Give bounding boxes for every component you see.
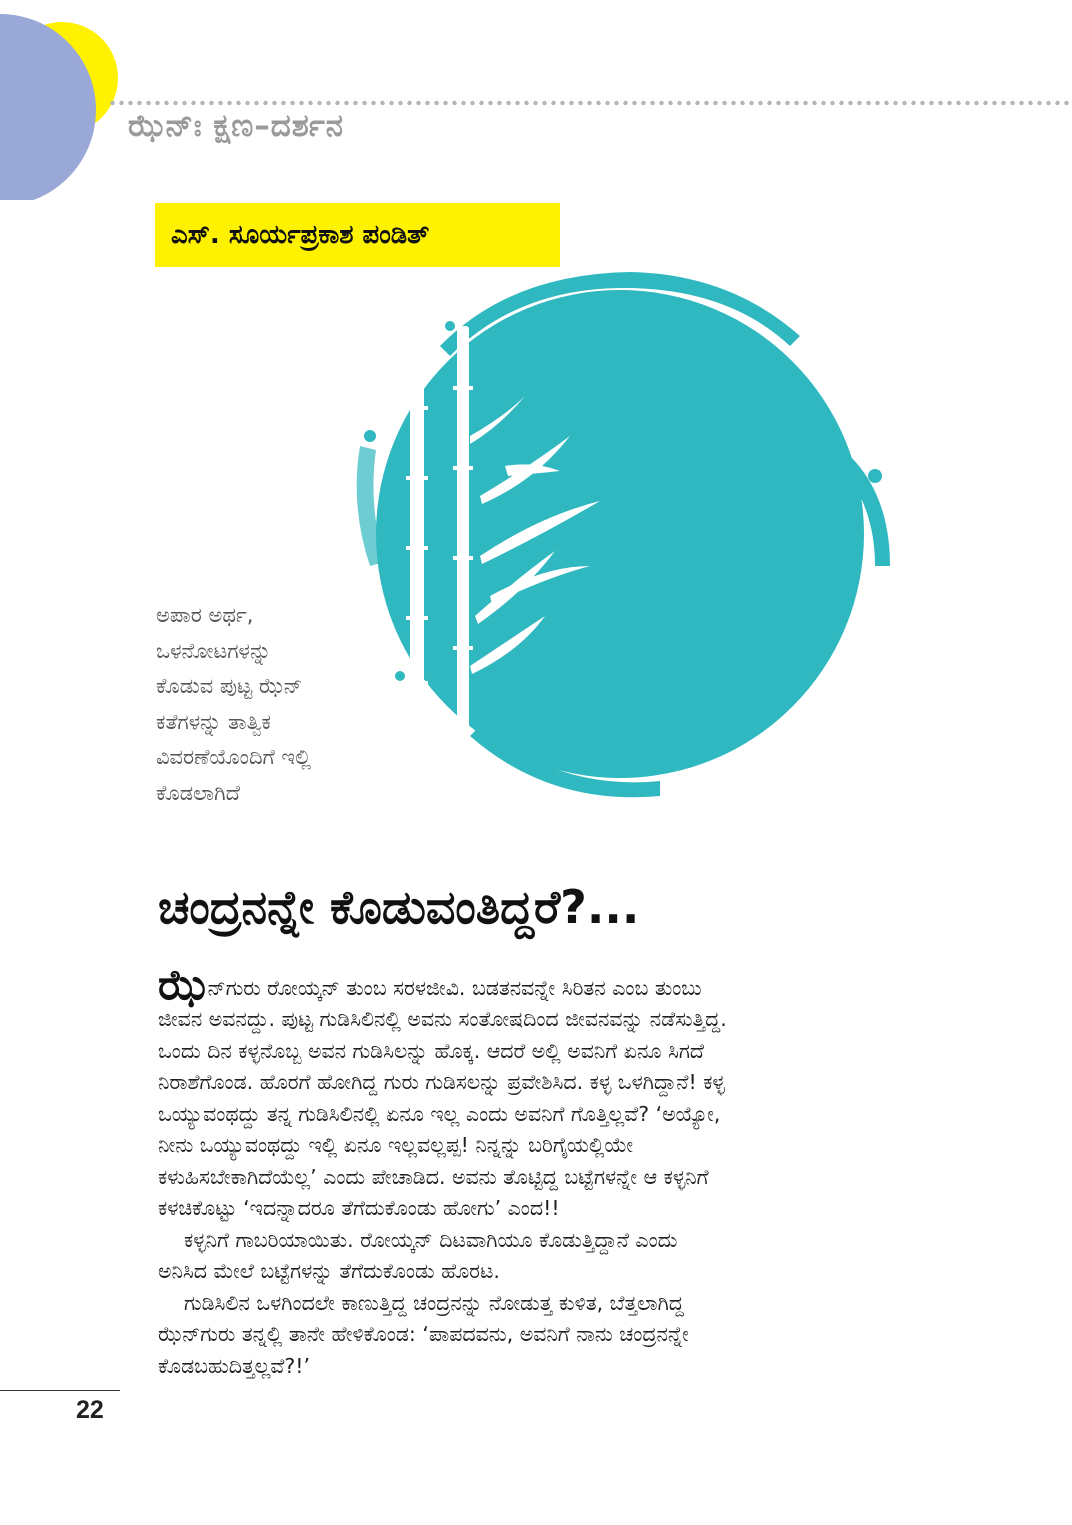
page-number: 22 bbox=[76, 1396, 104, 1424]
body-line: ಕಳ್ಳನಿಗೆ ಗಾಬರಿಯಾಯಿತು. ರೋಯ್ಕನ್ ದಿಟವಾಗಿಯೂ ಕೊಡುತ್ತಿದ್ದಾನೆ ಎಂದು bbox=[184, 1227, 678, 1252]
body-line: ಜೀವನ ಅವನದ್ದು. ಪುಟ್ಟ ಗುಡಿಸಿಲಿನಲ್ಲಿ ಅವನು ಸಂತೋಷದಿಂದ ಜೀವನವನ್ನು ನಡೆಸುತ್ತಿದ್ದ. bbox=[158, 1007, 727, 1031]
intro-line: ಕೊಡುವ ಪುಟ್ಟ ಝೆನ್ bbox=[156, 674, 303, 698]
section-title: ಝೆನ್‌ಃ ಕ್ಷಣ–ದರ್ಶನ bbox=[128, 108, 345, 144]
body-line: ಝೆನ್‌ಗುರು ತನ್ನಲ್ಲಿ ತಾನೇ ಹೇಳಿಕೊಂಡ: ‘ಪಾಪದವನು, ಅವನಿಗೆ ನಾನು ಚಂದ್ರನನ್ನೇ bbox=[158, 1322, 689, 1346]
ink-circle bbox=[357, 272, 890, 797]
bamboo-moon-illustration bbox=[330, 266, 895, 801]
author-badge bbox=[155, 203, 560, 267]
intro-line: ವಿವರಣೆಯೊಂದಿಗೆ ಇಲ್ಲಿ bbox=[156, 745, 311, 769]
first-line-text: ನ್‌ಗುರು ರೋಯ್ಕನ್ ತುಂಬ ಸರಳಜೀವಿ. ಬಡತನವನ್ನೇ ಸಿರಿತನ ಎಂಬ ತುಂಬು bbox=[207, 975, 702, 1000]
story-body bbox=[158, 960, 918, 1382]
story-title: ಚಂದ್ರನನ್ನೇ ಕೊಡುವಂತಿದ್ದರೆ?... bbox=[158, 880, 640, 934]
body-line: ಕೊಡಬಹುದಿತ್ತಲ್ಲವೆ?!’ bbox=[158, 1353, 310, 1378]
body-line: ಒಂದು ದಿನ ಕಳ್ಳನೊಬ್ಬ ಅವನ ಗುಡಿಸಿಲನ್ನು ಹೊಕ್ಕ. ಆದರೆ ಅಲ್ಲಿ ಅವನಿಗೆ ಏನೂ ಸಿಗದೆ bbox=[158, 1038, 704, 1063]
body-line: ನಿರಾಶೆಗೊಂಡ. ಹೊರಗೆ ಹೋಗಿದ್ದ ಗುರು ಗುಡಿಸಲನ್ನು ಪ್ರವೇಶಿಸಿದ. ಕಳ್ಳ ಒಳಗಿದ್ದಾನೆ! ಕಳ್ಳ bbox=[158, 1070, 725, 1094]
body-line: ಕಳಚಿಕೊಟ್ಟು ‘ಇದನ್ನಾದರೂ ತೆಗೆದುಕೊಂಡು ಹೋಗು’ ಎಂದ!! bbox=[158, 1196, 560, 1220]
intro-line: ಅಪಾರ ಅರ್ಥ, bbox=[156, 603, 254, 627]
intro-blurb bbox=[156, 598, 406, 811]
page-number-rule bbox=[0, 1390, 120, 1391]
dotted-rule bbox=[108, 100, 1072, 106]
intro-line: ಒಳನೋಟಗಳನ್ನು bbox=[156, 638, 272, 663]
body-line: ಒಯ್ಯುವಂಥದ್ದು ತನ್ನ ಗುಡಿಸಿಲಿನಲ್ಲಿ ಏನೂ ಇಲ್ಲ ಎಂದು ಅವನಿಗೆ ಗೊತ್ತಿಲ್ಲವೆ? ‘ಅಯ್ಯೋ, bbox=[158, 1101, 721, 1126]
author-name: ಎಸ್. ಸೂರ್ಯಪ್ರಕಾಶ ಪಂಡಿತ್ bbox=[171, 219, 430, 250]
body-line: ಅನಿಸಿದ ಮೇಲೆ ಬಟ್ಟೆಗಳನ್ನು ತೆಗೆದುಕೊಂಡು ಹೊರಟ. bbox=[158, 1259, 500, 1283]
body-line: ಗುಡಿಸಿಲಿನ ಒಳಗಿಂದಲೇ ಕಾಣುತ್ತಿದ್ದ ಚಂದ್ರನನ್ನು ನೋಡುತ್ತ ಕುಳಿತ, ಬೆತ್ತಲಾಗಿದ್ದ bbox=[184, 1290, 684, 1315]
intro-line: ಕೊಡಲಾಗಿದೆ bbox=[156, 780, 240, 805]
body-line: ಕಳುಹಿಸಬೇಕಾಗಿದೆಯೆಲ್ಲ’ ಎಂದು ಪೇಚಾಡಿದ. ಅವನು ತೊಟ್ಟಿದ್ದ ಬಟ್ಟೆಗಳನ್ನೇ ಆ ಕಳ್ಳನಿಗೆ bbox=[158, 1164, 709, 1189]
body-line: ನೀನು ಒಯ್ಯುವಂಥದ್ದು ಇಲ್ಲಿ ಏನೂ ಇಲ್ಲವಲ್ಲಪ್ಪ! ನಿನ್ನನ್ನು ಬರಿಗೈಯಲ್ಲಿಯೇ bbox=[158, 1133, 634, 1157]
drop-cap: ಝೆ bbox=[158, 960, 208, 1009]
story-first-line bbox=[158, 960, 918, 1009]
intro-line: ಕತೆಗಳನ್ನು ತಾತ್ವಿಕ bbox=[156, 709, 271, 734]
